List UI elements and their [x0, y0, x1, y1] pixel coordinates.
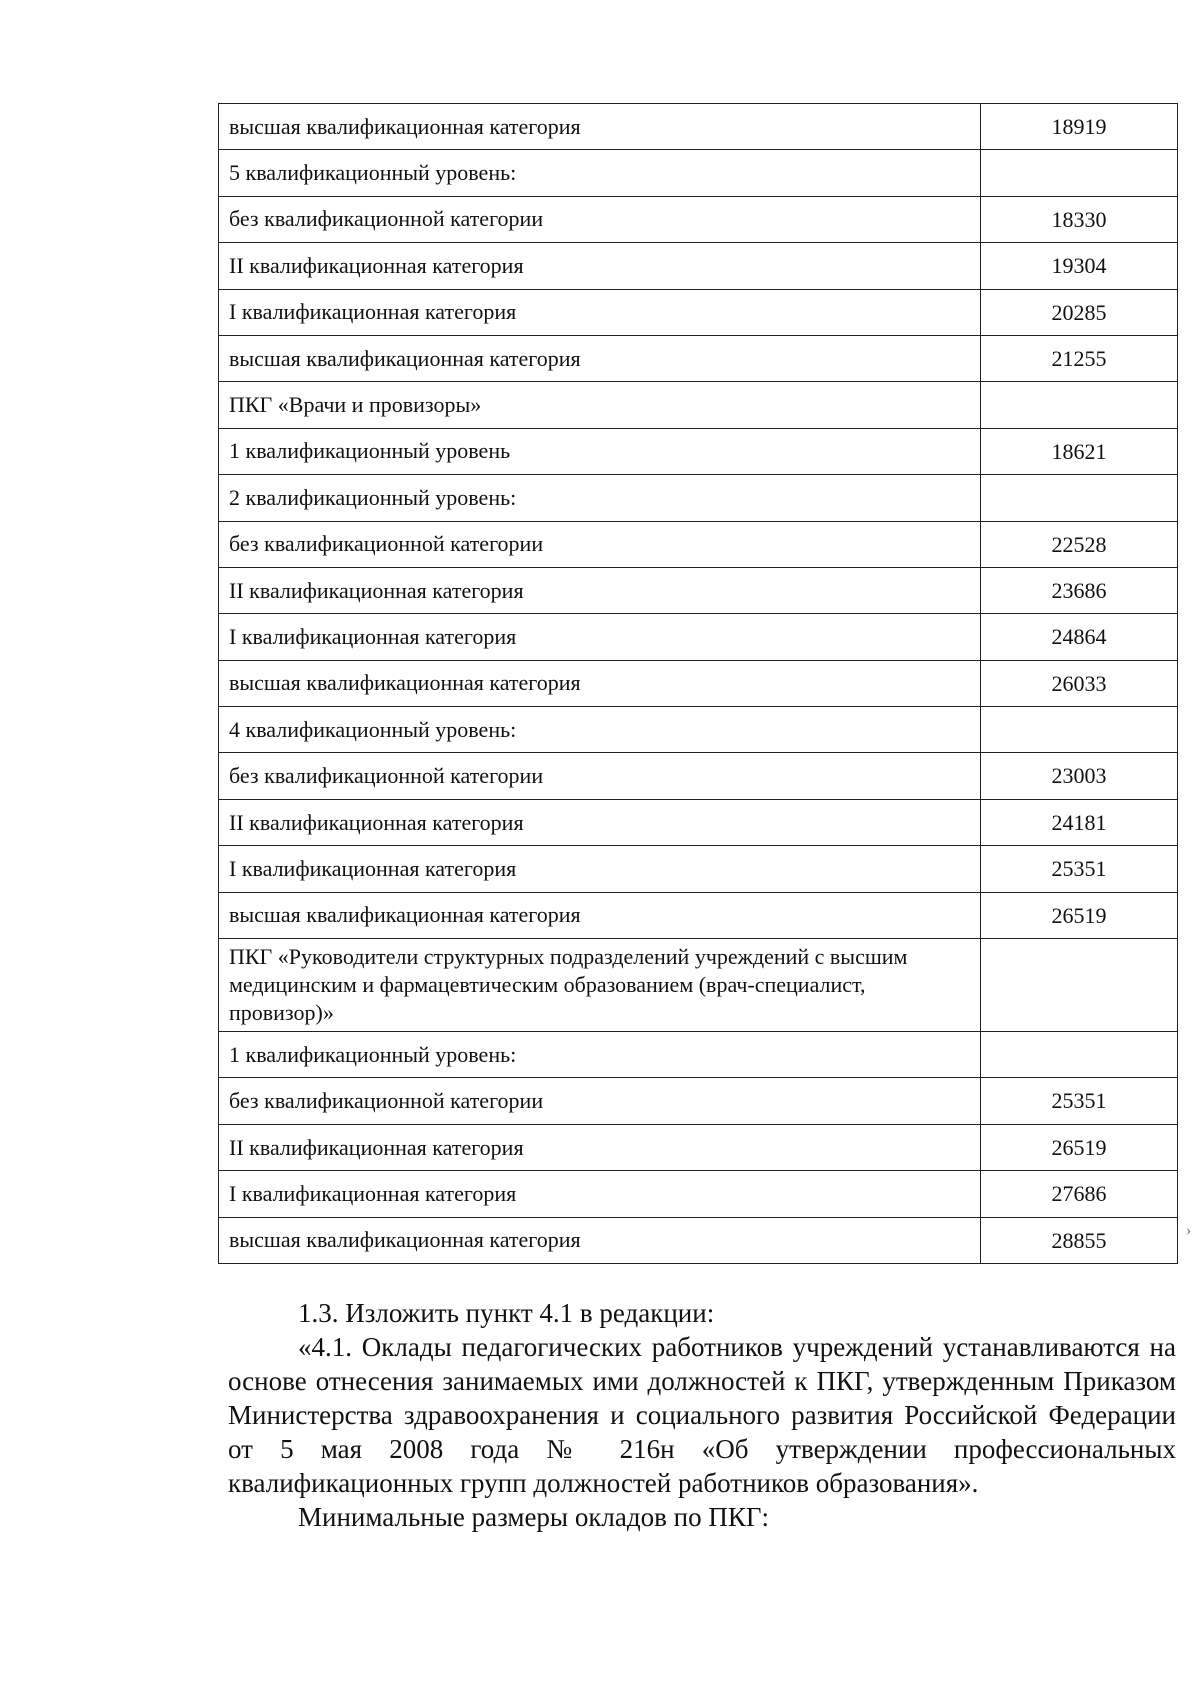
row-label: 1 квалификационный уровень — [219, 428, 981, 474]
table-row — [219, 1171, 1178, 1217]
table-row — [219, 1217, 1178, 1263]
row-value: 28855 — [981, 1217, 1178, 1263]
row-value — [981, 382, 1178, 428]
row-label: I квалификационная категория — [219, 614, 981, 660]
row-label: высшая квалификационная категория — [219, 892, 981, 938]
row-value: 26519 — [981, 892, 1178, 938]
table-row — [219, 196, 1178, 242]
min-salaries-intro: Минимальные размеры окладов по ПКГ: — [298, 1502, 769, 1532]
row-label: II квалификационная категория — [219, 1124, 981, 1170]
table-row — [219, 846, 1178, 892]
row-label: высшая квалификационная категория — [219, 335, 981, 381]
row-label: 4 квалификационный уровень: — [219, 707, 981, 753]
row-label: 5 квалификационный уровень: — [219, 150, 981, 196]
row-value: 27686 — [981, 1171, 1178, 1217]
row-value — [981, 939, 1178, 1032]
table-row — [219, 1124, 1178, 1170]
table-row — [219, 939, 1178, 1032]
item-heading: 1.3. Изложить пункт 4.1 в редакции: — [298, 1298, 715, 1328]
row-value: 23686 — [981, 567, 1178, 613]
row-label: 2 квалификационный уровень: — [219, 475, 981, 521]
row-value: 22528 — [981, 521, 1178, 567]
row-label: I квалификационная категория — [219, 846, 981, 892]
table-row — [219, 289, 1178, 335]
table-row — [219, 335, 1178, 381]
table-row — [219, 753, 1178, 799]
table-row — [219, 521, 1178, 567]
row-value — [981, 1032, 1178, 1078]
row-value: 18919 — [981, 104, 1178, 150]
row-label: II квалификационная категория — [219, 243, 981, 289]
row-label: высшая квалификационная категория — [219, 1217, 981, 1263]
row-value — [981, 150, 1178, 196]
salary-table — [218, 103, 1178, 1264]
row-label: высшая квалификационная категория — [219, 104, 981, 150]
row-label: I квалификационная категория — [219, 1171, 981, 1217]
row-label: без квалификационной категории — [219, 753, 981, 799]
row-label: ПКГ «Врачи и провизоры» — [219, 382, 981, 428]
table-row — [219, 892, 1178, 938]
table-row — [219, 243, 1178, 289]
row-value: 18330 — [981, 196, 1178, 242]
row-value: 25351 — [981, 846, 1178, 892]
row-label: без квалификационной категории — [219, 1078, 981, 1124]
row-label: без квалификационной категории — [219, 196, 981, 242]
table-row — [219, 614, 1178, 660]
row-value: 23003 — [981, 753, 1178, 799]
scan-speck: › — [1186, 1222, 1192, 1239]
table-row — [219, 1032, 1178, 1078]
row-value — [981, 475, 1178, 521]
row-value: 21255 — [981, 335, 1178, 381]
row-value: 26519 — [981, 1124, 1178, 1170]
row-value — [981, 707, 1178, 753]
row-label: II квалификационная категория — [219, 567, 981, 613]
paragraph-4-1: «4.1. Оклады педагогических работников учреждений устанавливаются на основе отнесения занимаемых ими должностей к ПКГ, утвержденным Приказом Министерства здравоохранения и социального развития Российской Федерации от 5 мая 2008 года № 216н «Об утверждении профессиональных квалификационных групп должностей работников образования». — [228, 1332, 1176, 1498]
row-label: высшая квалификационная категория — [219, 660, 981, 706]
row-label: I квалификационная категория — [219, 289, 981, 335]
row-label: II квалификационная категория — [219, 799, 981, 845]
table-row — [219, 104, 1178, 150]
table-row — [219, 567, 1178, 613]
table-row — [219, 150, 1178, 196]
row-value: 25351 — [981, 1078, 1178, 1124]
table-row — [219, 382, 1178, 428]
table-row — [219, 475, 1178, 521]
table-row — [219, 660, 1178, 706]
row-label: ПКГ «Руководители структурных подразделений учреждений с высшим медицинским и фармацевтическим образованием (врач-специалист, провизор)» — [219, 939, 981, 1032]
row-value: 18621 — [981, 428, 1178, 474]
row-value: 26033 — [981, 660, 1178, 706]
row-value: 20285 — [981, 289, 1178, 335]
row-value: 19304 — [981, 243, 1178, 289]
row-label: 1 квалификационный уровень: — [219, 1032, 981, 1078]
body-text — [228, 1296, 1176, 1534]
table-row — [219, 799, 1178, 845]
row-value: 24864 — [981, 614, 1178, 660]
table-row — [219, 707, 1178, 753]
row-label: без квалификационной категории — [219, 521, 981, 567]
row-value: 24181 — [981, 799, 1178, 845]
table-row — [219, 428, 1178, 474]
table-row — [219, 1078, 1178, 1124]
